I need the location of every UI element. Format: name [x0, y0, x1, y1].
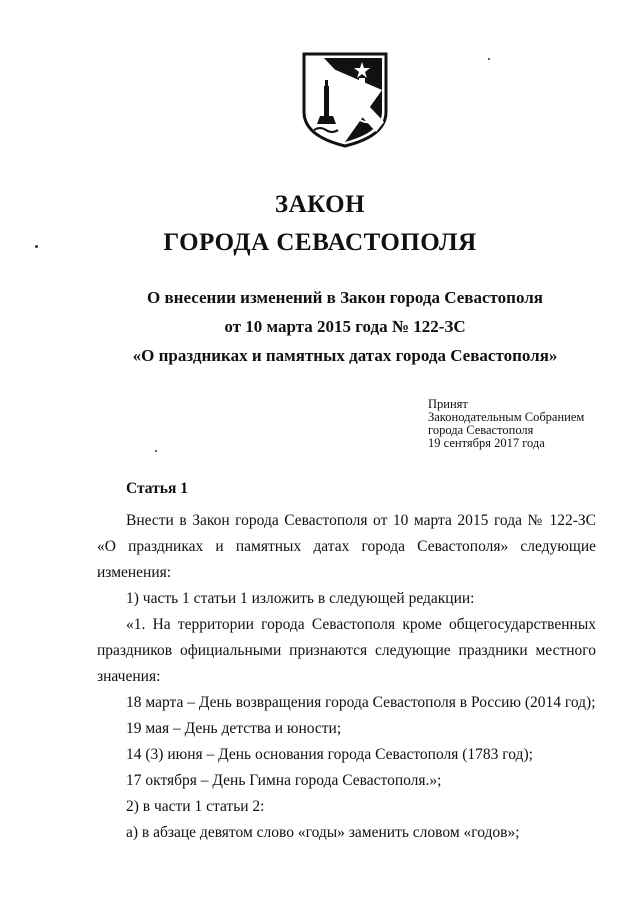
paragraph-line: 2) в части 1 статьи 2:: [126, 798, 265, 815]
article-heading: Статья 1: [126, 480, 188, 497]
adoption-date: 19 сентября 2017 года: [428, 436, 545, 450]
paragraph-line: 19 мая – День детства и юности;: [126, 720, 342, 737]
paragraph-line: 1) часть 1 статьи 1 изложить в следующей редакции:: [126, 590, 475, 607]
paragraph-line: а) в абзаце девятом слово «годы» заменить словом «годов»;: [126, 824, 520, 841]
adoption-note: [428, 398, 584, 450]
scan-speck: [488, 58, 490, 60]
adoption-line-3: города Севастополя: [428, 423, 534, 437]
paragraph-line: изменения:: [97, 564, 172, 581]
paragraph-line: 14 (3) июня – День основания города Севастополя (1783 год);: [126, 746, 533, 763]
law-title: ЗАКОН: [274, 191, 366, 218]
subtitle-line-2: от 10 марта 2015 года № 122-ЗС: [224, 317, 466, 336]
paragraph-line: 18 марта – День возвращения города Севастополя в Россию (2014 год);: [126, 694, 596, 711]
paragraph-line: 17 октября – День Гимна города Севастополя.»;: [126, 772, 442, 789]
subtitle-line-1: О внесении изменений в Закон города Севастополя: [147, 288, 543, 307]
adoption-line-1: Принят: [428, 397, 468, 411]
paragraph-line: «1. На территории города Севастополя кроме общегосударственных: [126, 616, 596, 633]
adoption-line-2: Законодательным Собранием: [428, 410, 585, 424]
law-city-title: ГОРОДА СЕВАСТОПОЛЯ: [163, 229, 477, 256]
coat-of-arms-emblem: [302, 52, 388, 148]
paragraph-line: значения:: [97, 668, 161, 685]
scan-speck: [35, 245, 38, 248]
scan-speck: [155, 450, 157, 452]
paragraph-line: Внести в Закон города Севастополя от 10 марта 2015 года № 122-ЗС: [126, 512, 596, 529]
paragraph-line: «О праздниках и памятных датах города Севастополя» следующие: [97, 538, 596, 555]
paragraph-line: праздников официальными признаются следующие праздники местного: [97, 642, 596, 659]
subtitle-line-3: «О праздниках и памятных датах города Севастополя»: [132, 346, 558, 365]
